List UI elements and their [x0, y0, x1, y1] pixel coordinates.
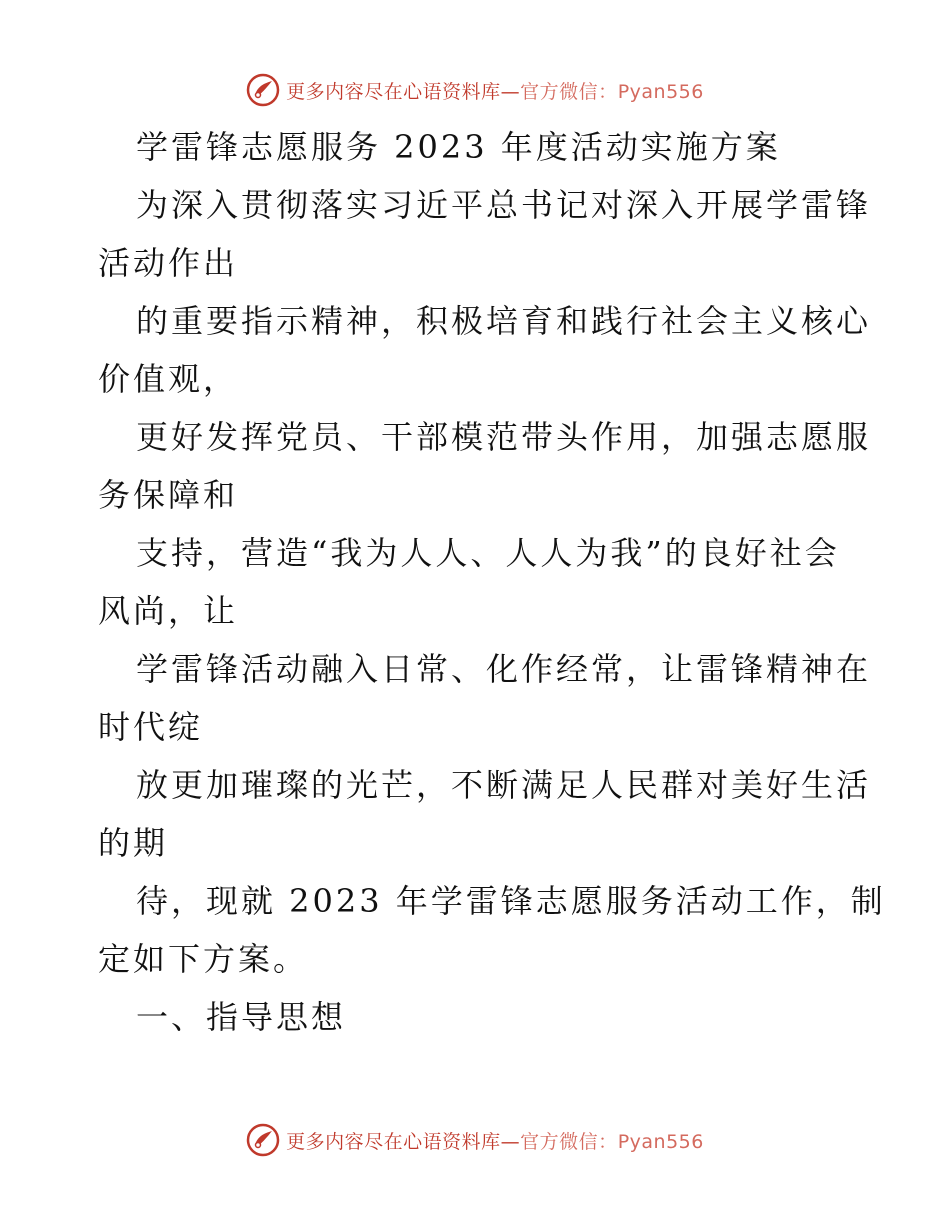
paragraph-line: 活动作出 — [98, 244, 239, 282]
paragraph-line: 更好发挥党员、干部模范带头作用，加强志愿服 — [136, 418, 872, 456]
section-heading: 一、指导思想 — [136, 998, 347, 1036]
paragraph-line: 待，现就 2023 年学雷锋志愿服务活动工作，制 — [136, 882, 886, 920]
paragraph-line: 务保障和 — [98, 476, 239, 514]
paragraph-line: 为深入贯彻落实习近平总书记对深入开展学雷锋 — [136, 186, 872, 224]
footer-watermark-banner — [0, 1120, 950, 1160]
paragraph-line: 学雷锋活动融入日常、化作经常，让雷锋精神在 — [136, 650, 872, 688]
paragraph-line: 风尚，让 — [98, 592, 239, 630]
paragraph-line: 的期 — [98, 824, 169, 862]
banner-main-text: 更多内容尽在心语资料库 — [286, 80, 501, 103]
paragraph-line: 支持，营造“我为人人、人人为我”的良好社会 — [136, 534, 840, 572]
banner-wechat-id: Pyan556 — [617, 80, 704, 103]
brand-logo-icon — [246, 1123, 280, 1157]
banner-text — [286, 77, 704, 104]
banner-main-text: 更多内容尽在心语资料库 — [286, 1130, 501, 1153]
paragraph-line: 放更加璀璨的光芒，不断满足人民群对美好生活 — [136, 766, 872, 804]
document-title: 学雷锋志愿服务 2023 年度活动实施方案 — [136, 128, 781, 166]
document-body — [98, 118, 886, 1046]
brand-logo-icon — [246, 73, 280, 107]
paragraph-line: 定如下方案。 — [98, 940, 309, 978]
banner-wechat-id: Pyan556 — [617, 1130, 704, 1153]
banner-dash: — — [500, 1130, 521, 1153]
paragraph-line: 时代绽 — [98, 708, 204, 746]
header-watermark-banner — [0, 70, 950, 110]
banner-wechat-label: 官方微信： — [520, 80, 618, 103]
banner-text — [286, 1127, 704, 1154]
banner-wechat-label: 官方微信： — [520, 1130, 618, 1153]
paragraph-line: 的重要指示精神，积极培育和践行社会主义核心 — [136, 302, 872, 340]
banner-dash: — — [500, 80, 521, 103]
paragraph-line: 价值观， — [98, 360, 239, 398]
